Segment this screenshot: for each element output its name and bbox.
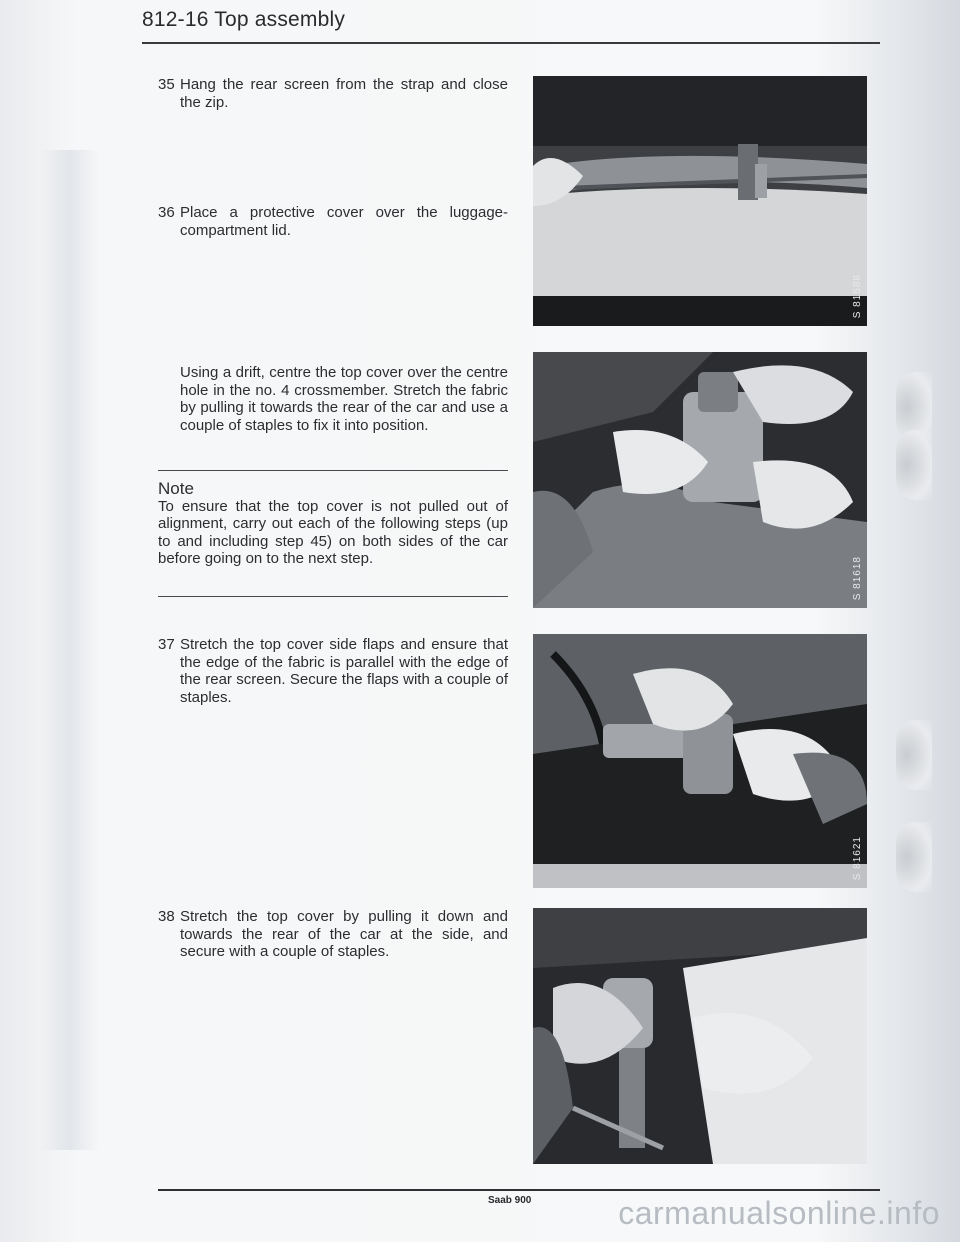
page-title: 812-16 Top assembly xyxy=(142,8,346,31)
photo-code: S 81621 xyxy=(852,835,863,880)
step-number: 36 xyxy=(158,204,175,221)
note-block xyxy=(158,480,508,568)
footer-divider xyxy=(158,1189,880,1191)
paragraph-text: Using a drift, centre the top cover over the centre hole in the no. 4 crossmember. Stretch the fabric by pulling it towards the rear of the car and use a couple of staples to fix it into position. xyxy=(180,364,508,434)
index-tab xyxy=(896,720,932,790)
step-text: Hang the rear screen from the strap and close the zip. xyxy=(180,76,508,111)
photo-side-flaps xyxy=(533,634,867,888)
page-shadow xyxy=(40,150,100,1150)
index-tab xyxy=(896,822,932,892)
photo-image xyxy=(533,908,867,1164)
step-number: 35 xyxy=(158,76,175,93)
step-text: Stretch the top cover by pulling it down and towards the rear of the car at the side, and secure with a couple of staples. xyxy=(180,908,508,960)
note-bottom-rule xyxy=(158,596,508,597)
instruction-paragraph xyxy=(158,364,508,434)
watermark: carmanualsonline.info xyxy=(618,1195,940,1231)
photo-rear-screen-zip xyxy=(533,76,867,326)
note-title: Note xyxy=(158,479,194,498)
step-38 xyxy=(158,908,508,961)
photo-stapling-centre xyxy=(533,352,867,608)
step-text: Stretch the top cover side flaps and ensure that the edge of the fabric is parallel with the edge of the rear screen. Secure the flaps with a couple of staples. xyxy=(180,636,508,706)
note-text: To ensure that the top cover is not pulled out of alignment, carry out each of the following steps (up to and including step 45) on both sides of the car before going on to the next step. xyxy=(158,497,508,567)
step-text: Place a protective cover over the luggage-compartment lid. xyxy=(180,204,508,239)
step-37 xyxy=(158,636,508,706)
step-35 xyxy=(158,76,508,111)
step-36 xyxy=(158,204,508,239)
photo-pull-down xyxy=(533,908,867,1164)
note-top-rule xyxy=(158,470,508,471)
photo-image xyxy=(533,352,867,608)
photo-image xyxy=(533,634,867,888)
index-tab xyxy=(896,430,932,500)
photo-code: S 81620 xyxy=(852,1111,863,1156)
photo-image xyxy=(533,76,867,326)
step-number: 38 xyxy=(158,908,175,925)
footer-model: Saab 900 xyxy=(488,1195,532,1206)
text-column xyxy=(158,0,508,1180)
photo-code: S 81588 xyxy=(852,273,863,318)
photo-code: S 81618 xyxy=(852,555,863,600)
step-number: 37 xyxy=(158,636,175,653)
